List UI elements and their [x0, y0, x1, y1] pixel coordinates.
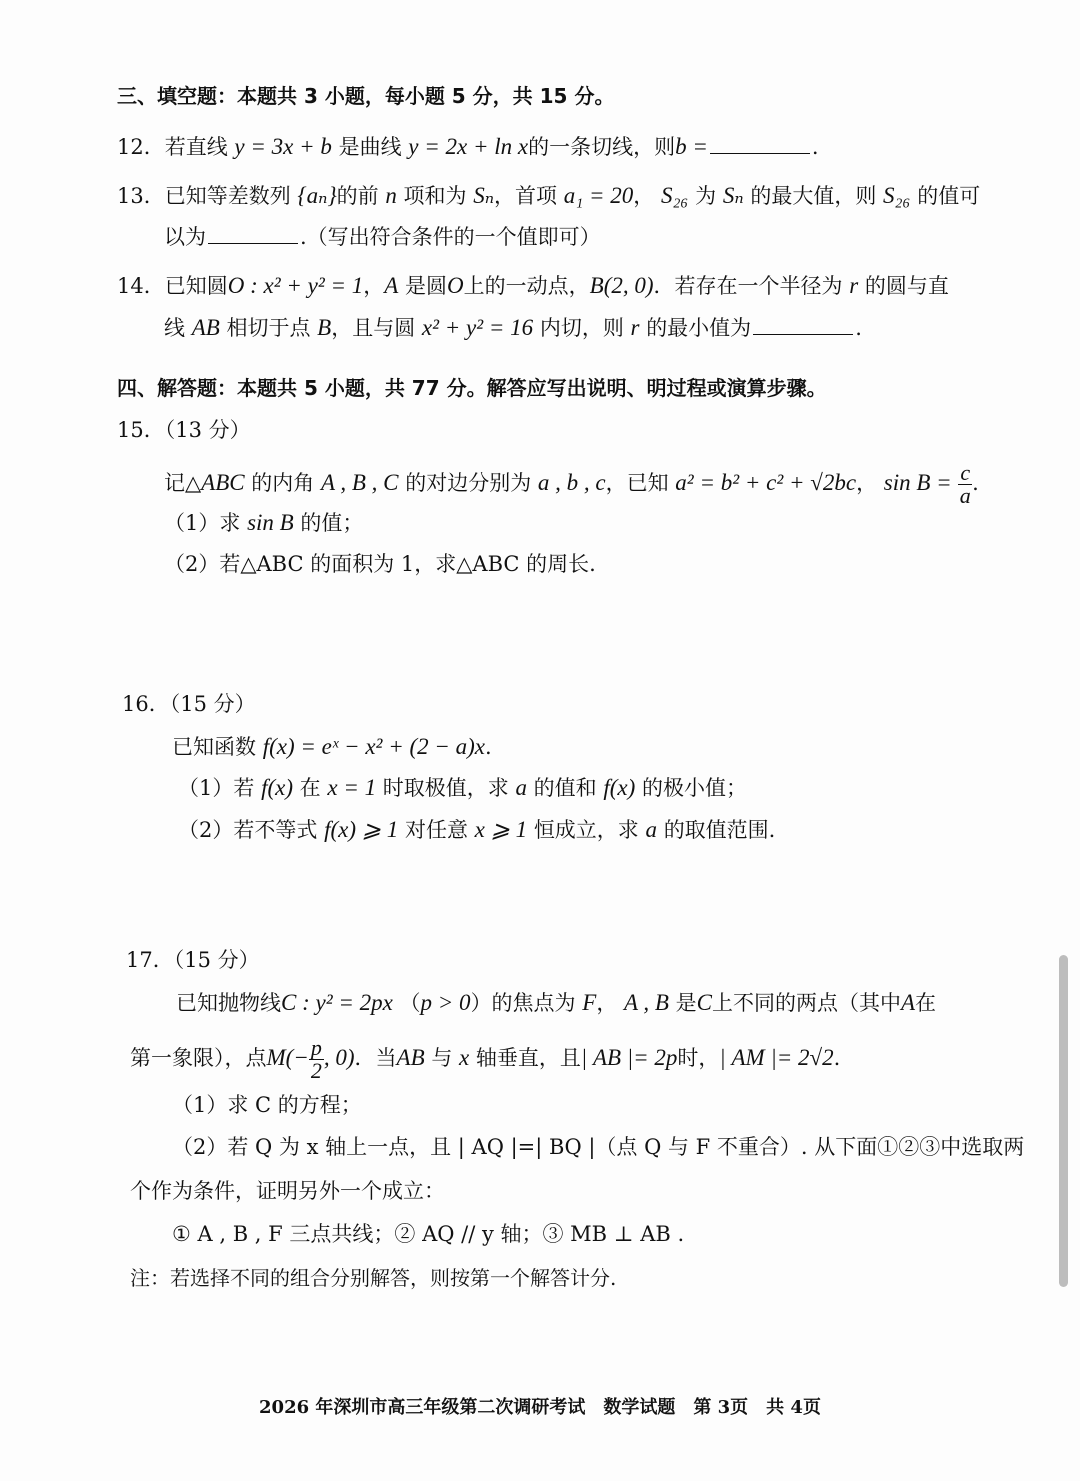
q14-line2-text-2: 相切于点 [226, 316, 311, 340]
q17-text-4: ， [596, 991, 618, 1015]
q17-line2-end: . [833, 1046, 841, 1070]
q16-part-2 [178, 814, 775, 846]
q14-text-1: 已知圆 [164, 274, 228, 298]
q17-ab-2: AB [396, 1045, 425, 1070]
q15-sinb: sin B = [883, 470, 952, 495]
q16-part1-text-2: 在 [299, 776, 321, 800]
q17-parabola: C : y² = 2px [281, 990, 393, 1015]
q17-text-2: （ [399, 991, 421, 1015]
q17-part-2-line-1: （2）若 Q 为 x 轴上一点，且 | AQ |=| BQ |（点 Q 与 F 不重合）. 从下面①②③中选取两 [172, 1135, 1025, 1159]
q16-part1-text-4: 的值和 [533, 776, 597, 800]
q13-text-3: 项和为 [403, 184, 467, 208]
q13-s26: S₂₆ [660, 183, 689, 208]
q12-answer-blank [710, 131, 810, 154]
q16-part1-text-5: 的极小值； [641, 776, 747, 800]
q15-end: . [972, 471, 979, 495]
q13-text-1: 已知等差数列 [164, 184, 291, 208]
q15-equation: a² = b² + c² + √2bc [675, 470, 857, 495]
q12-text-1: 若直线 [164, 135, 228, 159]
q17-m-frac-num: p [310, 1035, 322, 1060]
q15-part1-sinb: sin B [247, 510, 294, 535]
q13-text-6: 为 [695, 184, 717, 208]
q16-part2-x: x ⩾ 1 [474, 817, 528, 842]
q17-p-condition: p > 0 [420, 990, 471, 1015]
q12-b-label: b = [675, 134, 708, 159]
q16-part-1 [178, 772, 747, 804]
q15-stem [164, 462, 979, 507]
q13-s26-2: S₂₆ [883, 183, 911, 208]
q15-fraction [958, 462, 972, 507]
q14-o: O [447, 273, 464, 298]
question-13-line-2 [164, 221, 601, 253]
q15-angles: A , B , C [320, 470, 399, 495]
q17-text-7: 在 [915, 991, 937, 1015]
q13-number: 13． [117, 184, 165, 208]
q14-circle-o: O : x² + y² = 1 [227, 273, 364, 298]
q14-r: r [849, 273, 859, 298]
q15-part-2: （2）若△ABC 的面积为 1，求△ABC 的周长. [164, 552, 596, 576]
q13-n: n [385, 183, 397, 208]
q16-stem [172, 731, 492, 763]
q15-text-4: ，已知 [605, 471, 669, 495]
q13-line2-end: .（写出符合条件的一个值即可） [300, 225, 601, 249]
q17-line2-text-4: 轴垂直，且 [475, 1046, 581, 1070]
q16-part1-text-1: （1）若 [178, 776, 255, 800]
q13-text-4: ，首项 [494, 184, 558, 208]
q17-part-1: （1）求 C 的方程； [172, 1093, 362, 1117]
question-14 [117, 270, 949, 302]
q15-frac-num: c [960, 460, 971, 485]
q12-end: . [811, 135, 819, 159]
q15-frac-den: a [959, 483, 971, 508]
q15-part1-text-1: （1）求 [164, 511, 241, 535]
q12-curve-equation: y = 2x + ln x [408, 134, 529, 159]
q15-sides: a , b , c [537, 470, 606, 495]
q16-part1-a: a [515, 775, 527, 800]
q17-note: 注：若选择不同的组合分别解答，则按第一个解答计分. [130, 1266, 617, 1290]
q17-line2-text-3: 与 [431, 1046, 453, 1070]
q13-a1: a₁ = 20 [563, 183, 634, 208]
q14-text-6: 的圆与直 [864, 274, 949, 298]
q17-ab: A , B [624, 990, 669, 1015]
q14-number: 14． [117, 274, 165, 298]
q15-text-1: 记△ [164, 471, 202, 495]
q15-text-5: ， [856, 471, 878, 495]
q16-part2-text-3: 恒成立，求 [533, 818, 639, 842]
q13-answer-blank [208, 221, 298, 244]
q17-m-fraction [309, 1037, 324, 1082]
q17-abs-ab: | AB |= 2p [580, 1045, 678, 1070]
q17-text-3: ）的焦点为 [470, 991, 576, 1015]
q14-point-a: A [384, 273, 399, 298]
q13-text-2: 的前 [336, 184, 379, 208]
q17-line2-text-2: ．当 [354, 1046, 397, 1070]
section-title-fill-in: 三、填空题：本题共 3 小题，每小题 5 分，共 15 分。 [117, 84, 615, 108]
q16-function: f(x) = eˣ − x² + (2 − a)x [262, 734, 486, 759]
q13-sn: Sₙ [473, 183, 495, 208]
q14-b: B [317, 315, 332, 340]
q17-line-2 [130, 1036, 840, 1082]
q13-line2-start: 以为 [164, 225, 206, 249]
q16-part1-text-3: 时取极值，求 [382, 776, 509, 800]
q14-end: . [855, 316, 862, 340]
q15-text-3: 的对边分别为 [405, 471, 532, 495]
vertical-scrollbar[interactable] [1059, 955, 1068, 1287]
q13-text-8: 的值可 [917, 184, 981, 208]
q13-text-5: ， [633, 184, 655, 208]
q15-text-2: 的内角 [251, 471, 315, 495]
q17-line2-text-5: 时， [677, 1046, 720, 1070]
q16-part2-text-1: （2）若不等式 [178, 818, 318, 842]
page-footer: 2026 年深圳市高三年级第二次调研考试 数学试题 第 3页 共 4页 [259, 1397, 821, 1418]
q16-end: . [485, 735, 492, 759]
q16-text-1: 已知函数 [172, 735, 256, 759]
q12-line-equation: y = 3x + b [234, 134, 332, 159]
question-13 [117, 180, 980, 212]
q15-part-1 [164, 507, 363, 539]
q13-sequence: {aₙ} [297, 183, 337, 208]
q14-line2-text-1: 线 [164, 316, 185, 340]
question-14-line-2 [164, 312, 862, 344]
q17-m-prefix: M(− [266, 1045, 309, 1070]
q16-part2-inequality: f(x) ⩾ 1 [324, 817, 399, 842]
q16-part2-text-2: 对任意 [404, 818, 468, 842]
q17-x: x [459, 1045, 470, 1070]
q17-m-frac-den: 2 [310, 1058, 322, 1083]
q16-part1-f-2: f(x) [603, 775, 636, 800]
q17-text-5: 是 [675, 991, 697, 1015]
q14-text-4: 上的一动点， [463, 274, 590, 298]
q17-text-6: 上不同的两点（其中 [711, 991, 901, 1015]
q14-r-2: r [630, 315, 640, 340]
q14-line2-text-5: 的最小值为 [646, 316, 752, 340]
q16-header: 16．（15 分） [122, 692, 256, 716]
q16-part2-text-4: 的取值范围. [663, 818, 776, 842]
q16-part1-x: x = 1 [327, 775, 377, 800]
q14-answer-blank [753, 312, 853, 335]
q15-part1-text-2: 的值； [300, 511, 364, 535]
q17-text-1: 已知抛物线 [176, 991, 281, 1015]
q16-part1-f: f(x) [261, 775, 293, 800]
q14-circle-16: x² + y² = 16 [421, 315, 534, 340]
q17-options: ① A , B , F 三点共线；② AQ // y 轴；③ MB ⊥ AB . [172, 1222, 685, 1246]
q17-a: A [900, 990, 916, 1015]
q17-m-suffix: , 0) [323, 1045, 355, 1070]
q14-ab: AB [191, 315, 220, 340]
question-12 [117, 131, 819, 163]
q14-line2-text-4: 内切，则 [539, 316, 624, 340]
q13-sn-2: Sₙ [722, 183, 744, 208]
q14-point-b: B(2, 0) [589, 273, 654, 298]
q15-abc: ABC [201, 470, 245, 495]
q15-header: 15．（13 分） [117, 418, 251, 442]
q17-f: F [582, 990, 597, 1015]
q14-text-3: 是圆 [405, 274, 448, 298]
q17-stem [176, 987, 936, 1019]
q14-text-2: ， [363, 274, 385, 298]
q16-part2-a: a [645, 817, 657, 842]
q12-number: 12． [117, 135, 165, 159]
q14-line2-text-3: ，且与圆 [331, 316, 416, 340]
q17-part-2-line-2: 个作为条件，证明另外一个成立： [130, 1179, 445, 1203]
q12-text-3: 的一条切线，则 [528, 135, 676, 159]
q14-text-5: ．若存在一个半径为 [653, 274, 843, 298]
q17-line2-text-1: 第一象限），点 [130, 1046, 267, 1070]
q17-header: 17．（15 分） [126, 948, 260, 972]
q12-text-2: 是曲线 [338, 135, 402, 159]
q17-abs-am: | AM |= 2√2 [719, 1045, 834, 1070]
q13-text-7: 的最大值，则 [750, 184, 877, 208]
section-title-solutions: 四、解答题：本题共 5 小题，共 77 分。解答应写出说明、明过程或演算步骤。 [117, 376, 827, 400]
q17-c: C [696, 990, 712, 1015]
